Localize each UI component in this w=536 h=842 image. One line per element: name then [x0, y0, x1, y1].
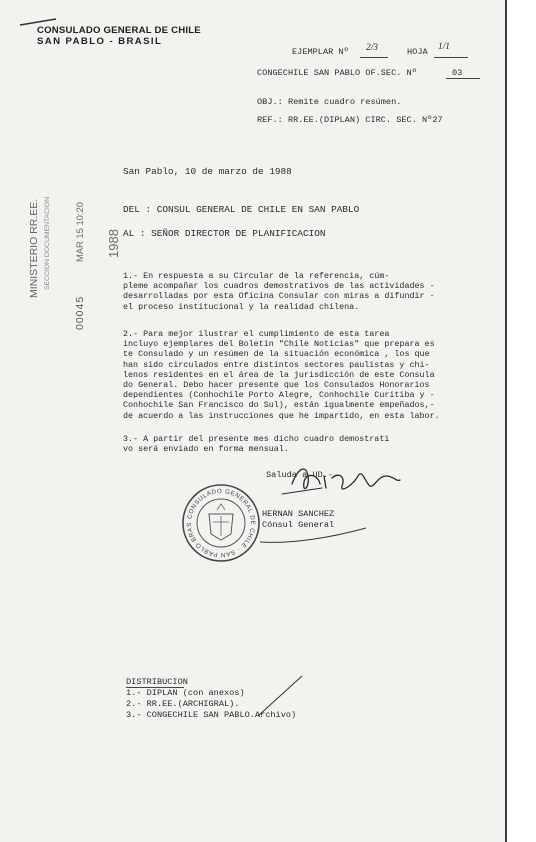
distribution-item: 2.- RR.EE.(ARCHIGRAL).: [126, 699, 240, 709]
svg-text:CONSULADO GENERAL DE CHILE · S: CONSULADO GENERAL DE CHILE · SAN PABLO BRAS: [185, 487, 257, 559]
congechile-value: 03: [452, 68, 463, 78]
paragraph-2-line: 2.- Para mejor ilustrar el cumplimiento de esta tarea: [123, 329, 390, 339]
paragraph-2-line: Conhochile San Francisco do Sul), están igualmente empeñados,-: [123, 400, 435, 411]
stamp-number: 00045: [74, 295, 86, 330]
consulate-seal: [180, 482, 262, 564]
ejemplar-label: EJEMPLAR Nº: [292, 47, 349, 57]
paragraph-3-line: 3.- A partir del presente mes dicho cuadro demostrati: [123, 434, 390, 444]
paragraph-2: [123, 329, 498, 421]
stamp-line2: SECCION DOCUMENTACION: [44, 196, 51, 290]
paragraph-2-line: de acuerdo a las instrucciones que he impartido, en esta labor.: [123, 410, 440, 421]
stamp-year: 1988: [106, 229, 121, 258]
letterhead-line1: CONSULADO GENERAL DE CHILE: [37, 25, 201, 36]
congechile-label: CONGECHILE SAN PABLO OF.SEC. Nº: [257, 68, 417, 78]
from-line: DEL : CONSUL GENERAL DE CHILE EN SAN PABLO: [123, 204, 360, 215]
letterhead-line2: SAN PABLO - BRASIL: [37, 36, 163, 47]
letterhead-mark: [18, 14, 58, 24]
paragraph-1-line: pleme acompañar los cuadros demostrativos de las actividades -: [123, 281, 435, 292]
hoja-value: 1/1: [438, 42, 450, 52]
distribution-item: 1.- DIPLAN (con anexos): [126, 688, 245, 698]
congechile-underline: [446, 78, 480, 79]
distribution-check-mark: [256, 672, 306, 718]
paragraph-3: [123, 434, 498, 454]
distribution-item: 3.- CONGECHILE SAN PABLO.Archivo): [126, 710, 297, 720]
paragraph-2-line: do General. Debo hacer presente que los Consulados Honorarios: [123, 380, 430, 391]
distribution-title: DISTRIBUCION: [126, 677, 188, 687]
paragraph-2-line: incluyo ejemplares del Boletín "Chile Noticias" que prepara es: [123, 339, 435, 350]
paragraph-2-line: dependientes (Conhochile Porto Alegre, Conhochile Curitiba y -: [123, 390, 435, 401]
paragraph-1: [123, 271, 498, 312]
page-edge: [505, 0, 507, 842]
paragraph-3-line: vo será enviado en forma mensual.: [123, 444, 289, 455]
signer-title: Cónsul General: [262, 520, 335, 530]
paragraph-1-line: 1.- En respuesta a su Circular de la referencia, cúm-: [123, 271, 390, 281]
obj-line: OBJ.: Remite cuadro resúmen.: [257, 97, 402, 107]
ejemplar-underline: [360, 57, 388, 58]
signature-stroke: [260, 508, 370, 548]
saluda-line: Saluda a UD.-: [266, 470, 334, 480]
hoja-underline: [434, 57, 468, 58]
stamp-date: MAR 15 10:20: [74, 202, 85, 262]
ref-line: REF.: RR.EE.(DIPLAN) CIRC. SEC. Nº27: [257, 115, 443, 125]
handwritten-signature: [262, 454, 402, 504]
paragraph-2-line: han sido circulados entre distintos sectores paulistas y chi-: [123, 359, 430, 370]
ejemplar-value: 2/3: [366, 43, 378, 53]
date-line: San Pablo, 10 de marzo de 1988: [123, 166, 292, 177]
to-line: AL : SEÑOR DIRECTOR DE PLANIFICACION: [123, 228, 326, 239]
hoja-label: HOJA: [407, 47, 428, 57]
paragraph-2-line: lenos residentes en el área de la jurisdicción de este Consula: [123, 369, 435, 380]
signer-name: HERNAN SANCHEZ: [262, 509, 335, 519]
paragraph-1-line: el proceso institucional y la realidad chilena.: [123, 301, 360, 312]
paragraph-2-line: te Consulado y un resúmen de la situación económica , los que: [123, 349, 430, 360]
stamp-line1: MINISTERIO RR.EE.: [28, 198, 40, 298]
paragraph-1-line: desarrolladas por esta Oficina Consular con miras a difundir -: [123, 291, 435, 302]
